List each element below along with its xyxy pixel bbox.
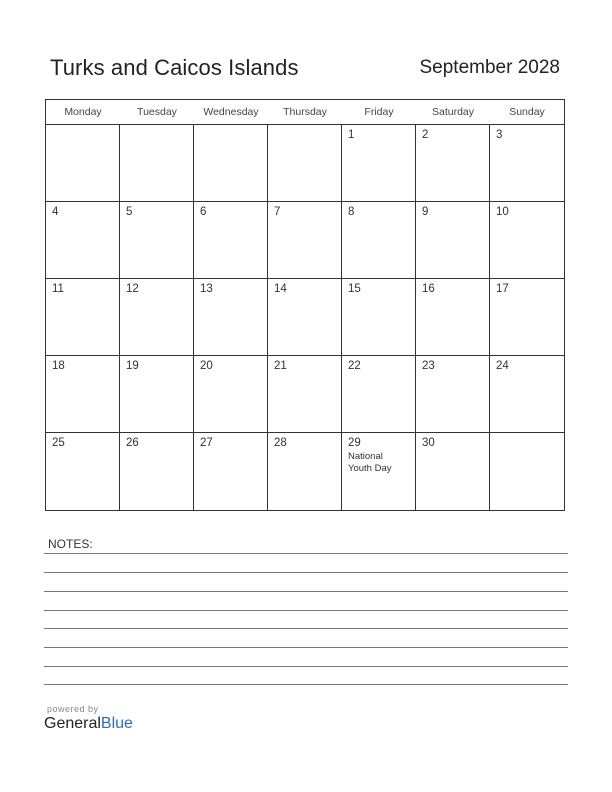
day-number: 28 [274, 437, 287, 449]
day-cell [490, 356, 564, 432]
day-number: 29 [348, 437, 361, 449]
day-cell [194, 356, 268, 432]
note-line [44, 666, 568, 667]
month-label: September 2028 [419, 57, 560, 78]
day-cell [194, 202, 268, 278]
day-cell [490, 202, 564, 278]
day-number: 17 [496, 283, 509, 295]
day-number: 25 [52, 437, 65, 449]
day-cell [194, 125, 268, 201]
day-number: 12 [126, 283, 139, 295]
day-cell [268, 202, 342, 278]
day-cell [120, 279, 194, 355]
day-cell [342, 279, 416, 355]
day-cell [416, 433, 490, 510]
day-number: 18 [52, 360, 65, 372]
weekday-wednesday: Wednesday [203, 106, 259, 118]
day-number: 6 [200, 206, 207, 218]
week-row [46, 202, 564, 279]
day-number: 5 [126, 206, 133, 218]
day-cell [490, 279, 564, 355]
day-cell [416, 125, 490, 201]
note-line [44, 647, 568, 648]
weekday-saturday: Saturday [431, 106, 475, 118]
day-number: 10 [496, 206, 509, 218]
weekday-tuesday: Tuesday [137, 106, 177, 118]
powered-by-text: powered by [47, 704, 99, 714]
weekday-sunday: Sunday [509, 106, 545, 118]
day-number: 14 [274, 283, 287, 295]
day-number: 26 [126, 437, 139, 449]
day-number: 24 [496, 360, 509, 372]
day-cell [194, 433, 268, 510]
day-number: 9 [422, 206, 429, 218]
logo-blue: Blue [100, 715, 133, 732]
note-line [44, 628, 568, 629]
note-line [44, 572, 568, 573]
day-number: 2 [422, 129, 429, 141]
day-cell [46, 356, 120, 432]
note-line [44, 684, 568, 685]
weeks-container [46, 125, 564, 510]
note-line [44, 553, 568, 554]
calendar-grid [45, 99, 565, 511]
day-cell [120, 433, 194, 510]
weekday-thursday: Thursday [283, 106, 327, 118]
note-line [44, 591, 568, 592]
day-cell [46, 433, 120, 510]
day-cell [46, 279, 120, 355]
day-cell [416, 279, 490, 355]
day-number: 8 [348, 206, 355, 218]
day-number: 27 [200, 437, 213, 449]
day-number: 3 [496, 129, 503, 141]
holiday-label: National Youth Day [348, 451, 392, 474]
day-cell [416, 202, 490, 278]
day-cell [268, 279, 342, 355]
day-cell [416, 356, 490, 432]
day-cell [120, 356, 194, 432]
day-cell [490, 125, 564, 201]
week-row [46, 125, 564, 202]
calendar-title: Turks and Caicos Islands [50, 55, 299, 80]
day-cell [194, 279, 268, 355]
day-number: 20 [200, 360, 213, 372]
day-cell [120, 125, 194, 201]
day-cell [268, 433, 342, 510]
day-number: 22 [348, 360, 361, 372]
day-cell [120, 202, 194, 278]
day-cell [46, 125, 120, 201]
day-cell [342, 125, 416, 201]
day-number: 13 [200, 283, 213, 295]
weekday-header [46, 100, 564, 125]
day-cell [342, 356, 416, 432]
day-cell [268, 356, 342, 432]
logo-general: General [44, 715, 101, 732]
day-number: 19 [126, 360, 139, 372]
note-line [44, 610, 568, 611]
day-number: 21 [274, 360, 287, 372]
day-cell [490, 433, 564, 510]
weekday-monday: Monday [64, 106, 102, 118]
day-number: 1 [348, 129, 355, 141]
day-cell [342, 433, 416, 510]
week-row [46, 356, 564, 433]
brand-block [44, 704, 133, 733]
week-row [46, 433, 564, 510]
generalblue-logo[interactable] [44, 715, 133, 733]
weekday-friday: Friday [364, 106, 394, 118]
notes-label: NOTES: [48, 537, 93, 551]
day-number: 15 [348, 283, 361, 295]
week-row [46, 279, 564, 356]
day-number: 16 [422, 283, 435, 295]
day-number: 7 [274, 206, 281, 218]
day-cell [268, 125, 342, 201]
day-number: 4 [52, 206, 59, 218]
day-number: 30 [422, 437, 435, 449]
day-number: 23 [422, 360, 435, 372]
day-cell [342, 202, 416, 278]
day-number: 11 [52, 283, 64, 295]
day-cell [46, 202, 120, 278]
